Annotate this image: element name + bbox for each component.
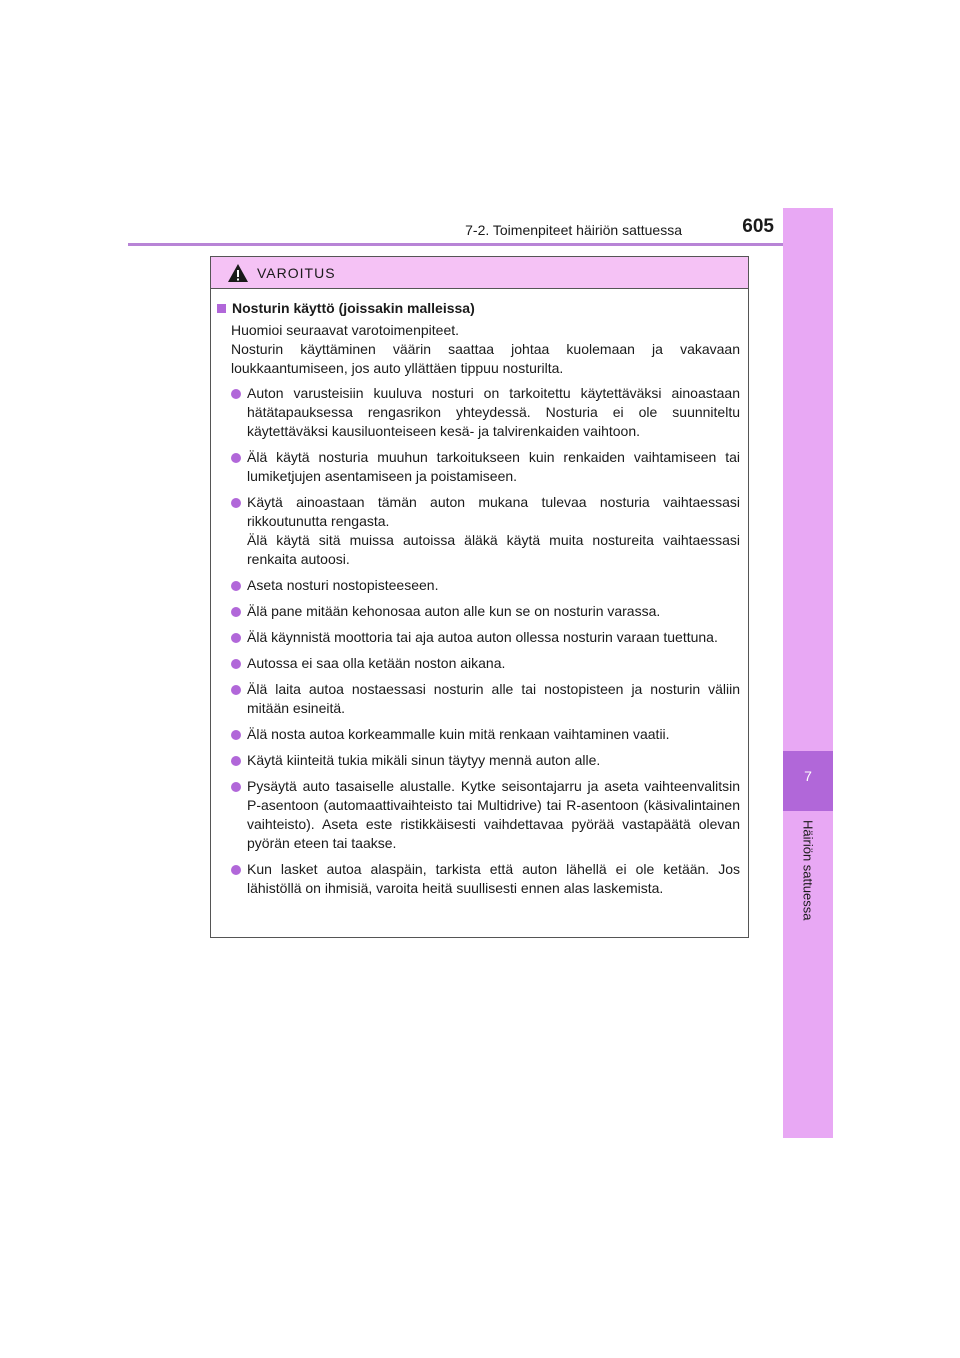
square-bullet-icon — [217, 304, 226, 313]
warning-content — [211, 289, 748, 898]
bullet-paragraph: Älä käynnistä moottoria tai aja autoa auton ollessa nosturin varaan tuettuna. — [247, 629, 718, 645]
list-item — [217, 680, 740, 718]
list-item — [217, 725, 740, 744]
page-number: 605 — [742, 216, 774, 237]
bullet-paragraph: Pysäytä auto tasaiselle alustalle. Kytke seisontajarru ja aseta vaihteenvalitsin P-asentoon (automaattivaihteisto tai Multidrive) tai R-asentoon (käsivalintainen vaihteisto). Aseta este ristikkäisesti vaihdettavaa pyörää vastapäätä olevan pyörän eteen tai taakse. — [247, 778, 740, 851]
bullet-text — [247, 602, 740, 621]
bullet-text — [247, 860, 740, 898]
bullet-paragraph: Auton varusteisiin kuuluva nosturi on tarkoitettu käytettäväksi ainoastaan hätätapauksessa rengasrikon yhteydessä. Nosturia ei ole suunniteltu käytettäväksi kausiluonteiseen kesä- ja talvirenkaiden vaihtoon. — [247, 385, 740, 439]
bullet-text — [247, 777, 740, 853]
list-item — [217, 493, 740, 569]
bullet-paragraph: Älä pane mitään kehonosaa auton alle kun se on nosturin varassa. — [247, 603, 661, 619]
warning-triangle-icon — [227, 263, 249, 283]
bullet-dot-icon — [231, 730, 241, 740]
section-heading — [217, 299, 740, 318]
bullet-text — [247, 654, 740, 673]
warning-title: VAROITUS — [257, 264, 336, 281]
header-section-title: 7-2. Toimenpiteet häiriön sattuessa — [465, 222, 682, 238]
bullet-paragraph: Käytä ainoastaan tämän auton mukana tulevaa nosturia vaihtaessasi rikkoutunutta rengasta. — [247, 494, 740, 529]
list-item — [217, 860, 740, 898]
bullet-paragraph: Kun lasket autoa alaspäin, tarkista että auton lähellä ei ole ketään. Jos lähistöllä on ihmisiä, varoita heitä suullisesti ennen alas laskemista. — [247, 861, 740, 896]
list-item — [217, 628, 740, 647]
section-heading-text: Nosturin käyttö (joissakin malleissa) — [232, 300, 475, 316]
header-divider — [128, 243, 833, 246]
chapter-title — [783, 818, 833, 938]
bullet-dot-icon — [231, 865, 241, 875]
intro-line: Huomioi seuraavat varotoimenpiteet. — [231, 322, 460, 338]
bullet-dot-icon — [231, 782, 241, 792]
bullet-paragraph: Älä nosta autoa korkeammalle kuin mitä renkaan vaihtaminen vaatii. — [247, 726, 670, 742]
list-item — [217, 384, 740, 441]
list-item — [217, 576, 740, 595]
bullet-text — [247, 493, 740, 569]
bullet-dot-icon — [231, 607, 241, 617]
bullet-dot-icon — [231, 756, 241, 766]
bullet-dot-icon — [231, 659, 241, 669]
bullet-text — [247, 751, 740, 770]
bullet-paragraph: Älä laita autoa nostaessasi nosturin alle tai nostopisteen ja nosturin väliin mitään esineitä. — [247, 681, 740, 716]
bullet-dot-icon — [231, 581, 241, 591]
warning-box — [210, 256, 749, 938]
chapter-number: 7 — [804, 768, 812, 784]
bullet-dot-icon — [231, 633, 241, 643]
list-item — [217, 751, 740, 770]
bullet-text — [247, 384, 740, 441]
bullet-paragraph: Käytä kiinteitä tukia mikäli sinun täytyy mennä auton alle. — [247, 752, 601, 768]
warning-header — [211, 257, 748, 289]
chapter-title-text: Häiriön sattuessa — [800, 820, 816, 921]
bullet-dot-icon — [231, 389, 241, 399]
bullet-paragraph: Autossa ei saa olla ketään noston aikana. — [247, 655, 506, 671]
bullet-paragraph: Älä käytä nosturia muuhun tarkoitukseen kuin renkaiden vaihtamiseen tai lumiketjujen asentamiseen ja poistamiseen. — [247, 449, 740, 484]
list-item — [217, 777, 740, 853]
intro-line: Nosturin käyttäminen väärin saattaa johtaa kuolemaan ja vakavaan loukkaantumiseen, jos auto yllättäen tippuu nosturilta. — [231, 341, 740, 376]
bullet-dot-icon — [231, 453, 241, 463]
list-item — [217, 602, 740, 621]
bullet-text — [247, 576, 740, 595]
bullet-text — [247, 725, 740, 744]
list-item — [217, 654, 740, 673]
bullet-text — [247, 448, 740, 486]
warning-bullet-list — [217, 384, 740, 898]
list-item — [217, 448, 740, 486]
bullet-dot-icon — [231, 685, 241, 695]
bullet-paragraph: Aseta nosturi nostopisteeseen. — [247, 577, 439, 593]
chapter-side-tab — [783, 208, 833, 1138]
bullet-text — [247, 628, 740, 647]
bullet-dot-icon — [231, 498, 241, 508]
bullet-text — [247, 680, 740, 718]
bullet-paragraph: Älä käytä sitä muissa autoissa äläkä käytä muita nostureita vaihtaessasi renkaita autoosi. — [247, 532, 740, 567]
